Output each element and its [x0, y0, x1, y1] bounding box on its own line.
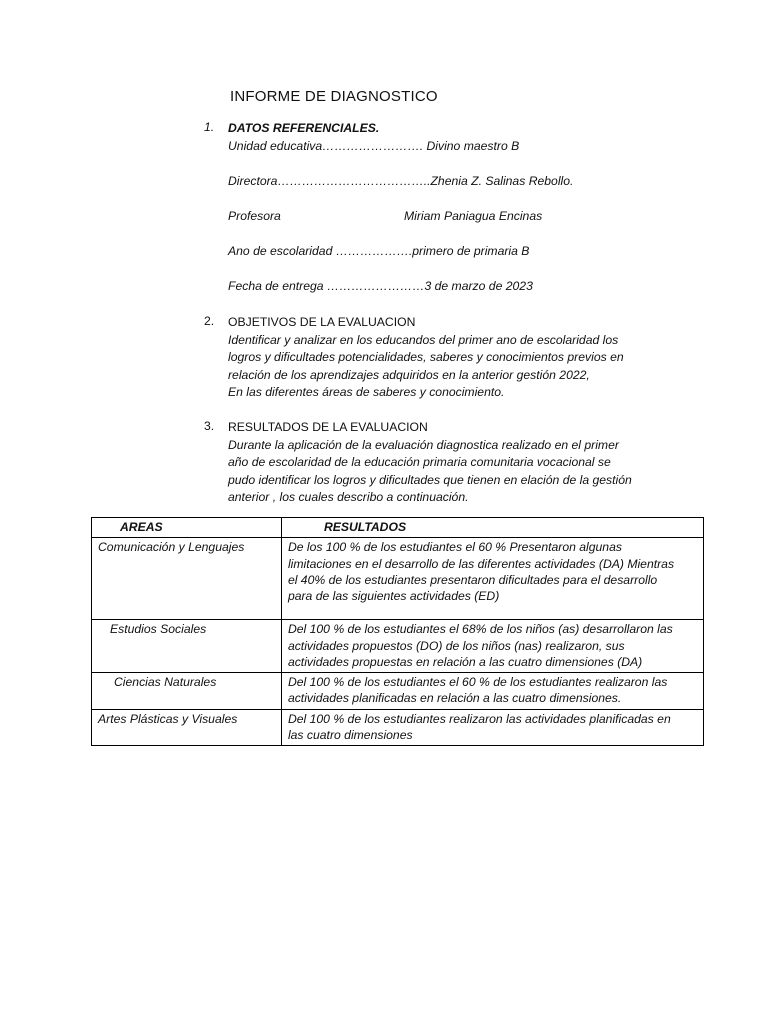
result-cell [281, 673, 703, 710]
result-line: para de las siguientes actividades (ED) [287, 589, 500, 604]
field-label: Directora……………………………….. [228, 173, 431, 188]
paragraph-line: Identificar y analizar en los educandos del primer ano de escolaridad los [228, 332, 619, 347]
section-heading: RESULTADOS DE LA EVALUACION [228, 420, 428, 434]
result-line: el 40% de los estudiantes presentaron dificultades para el desarrollo [287, 572, 658, 587]
area-cell: Ciencias Naturales [92, 673, 282, 710]
area-cell: Artes Plásticas y Visuales [92, 709, 282, 746]
result-line: Del 100 % de los estudiantes el 68% de los niños (as) desarrollaron las [287, 622, 673, 637]
section-number: 2. [204, 314, 215, 328]
paragraph-line: anterior , los cuales describo a continuación. [228, 490, 469, 504]
field-value: Zhenia Z. Salinas Rebollo. [430, 173, 574, 188]
paragraph-line: relación de los aprendizajes adquiridos en la anterior gestión 2022, [228, 367, 590, 382]
result-line: Del 100 % de los estudiantes el 60 % de los estudiantes realizaron las [287, 675, 668, 690]
result-cell [281, 538, 703, 620]
field-value: primero de primaria B [412, 243, 530, 258]
field-value: 3 de marzo de 2023 [424, 278, 533, 293]
field-label: Ano de escolaridad ………………. [228, 243, 413, 258]
field-label: Fecha de entrega …………………… [228, 278, 425, 293]
section-heading: DATOS REFERENCIALES. [228, 121, 380, 135]
section-number: 1. [204, 120, 215, 134]
header-resultados: RESULTADOS [281, 518, 703, 538]
field-value: . Divino maestro B [419, 138, 520, 153]
result-cell [281, 709, 703, 746]
table-header-row [92, 518, 704, 538]
result-line: actividades propuestos (DO) de los niños (nas) realizaron, sus [287, 638, 625, 653]
field-profesora [228, 208, 688, 226]
result-line: Del 100 % de los estudiantes realizaron las actividades planificadas en [287, 711, 671, 726]
document-title: INFORME DE DIAGNOSTICO [230, 88, 438, 105]
area-cell: Comunicación y Lenguajes [92, 538, 282, 620]
result-cell [281, 620, 703, 673]
result-line: De los 100 % de los estudiantes el 60 % Presentaron algunas [287, 540, 622, 555]
result-line: actividades planificadas en relación a las cuatro dimensiones. [287, 691, 622, 706]
section-number: 3. [204, 419, 215, 433]
results-table [91, 517, 704, 746]
field-label: Profesora [228, 208, 281, 223]
field-label: Unidad educativa…………………… [228, 138, 420, 153]
paragraph-line: pudo identificar los logros y dificultades que tienen en elación de la gestión [228, 472, 632, 487]
field-value: Miriam Paniagua Encinas [404, 208, 543, 223]
field-directora [228, 173, 688, 191]
field-unidad-educativa [228, 138, 688, 156]
field-fecha-entrega [228, 278, 688, 296]
table-row [92, 673, 704, 710]
paragraph-line: Durante la aplicación de la evaluación diagnostica realizado en el primer [228, 437, 619, 452]
header-areas: AREAS [92, 518, 282, 538]
area-cell: Estudios Sociales [92, 620, 282, 673]
paragraph-line: logros y dificultades potencialidades, saberes y conocimientos previos en [228, 350, 624, 364]
result-line: limitaciones en el desarrollo de las diferentes actividades (DA) Mientras [287, 556, 675, 571]
paragraph-line: En las diferentes áreas de saberes y conocimiento. [228, 385, 505, 399]
table-row [92, 538, 704, 620]
table-row [92, 620, 704, 673]
section-heading: OBJETIVOS DE LA EVALUACION [228, 315, 416, 329]
paragraph-line: año de escolaridad de la educación primaria comunitaria vocacional se [228, 455, 611, 469]
result-line: actividades propuestas en relación a las cuatro dimensiones (DA) [287, 654, 643, 669]
field-ano-escolaridad [228, 243, 688, 261]
result-line: las cuatro dimensiones [287, 728, 413, 743]
table-row [92, 709, 704, 746]
